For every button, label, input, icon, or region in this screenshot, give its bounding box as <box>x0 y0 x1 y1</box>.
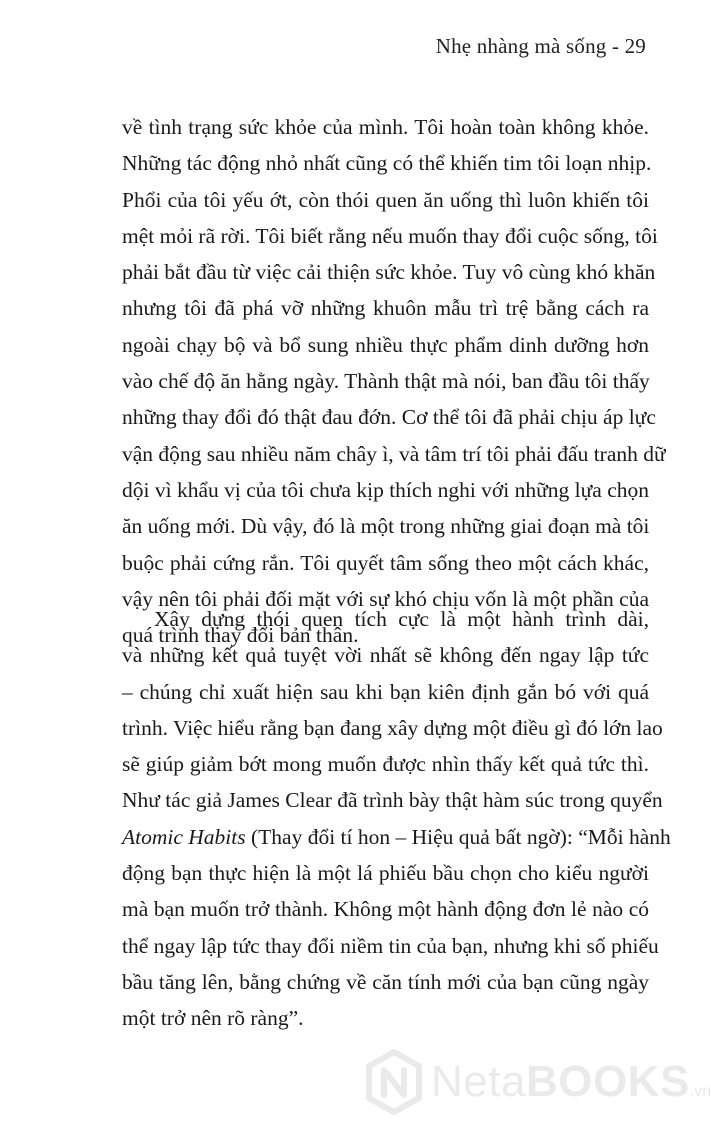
book-title: Atomic Habits <box>122 824 246 849</box>
running-header: Nhẹ nhàng mà sống - 29 <box>435 34 646 58</box>
text-line: dội vì khẩu vị của tôi chưa kịp thích nghi với những lựa chọn <box>122 477 650 502</box>
text-line: và những kết quả tuyệt vời nhất sẽ không đến ngay lập tức <box>122 643 649 668</box>
text-line: những thay đổi đó thật đau đớn. Cơ thể tôi đã phải chịu áp lực <box>122 405 656 430</box>
text-line: mệt mỏi rã rời. Tôi biết rằng nếu muốn thay đổi cuộc sống, tôi <box>122 223 658 248</box>
text-line: bầu tăng lên, bằng chứng về căn tính mới của bạn cũng ngày <box>122 969 649 994</box>
text-line: Xây dựng thói quen tích cực là một hành trình dài, <box>154 607 649 631</box>
paragraph-2 <box>122 601 671 1037</box>
netabooks-logo-icon <box>365 1049 423 1115</box>
text-line: vào chế độ ăn hằng ngày. Thành thật mà nói, ban đầu tôi thấy <box>122 369 650 394</box>
text-line: một trở nên rõ ràng”. <box>122 1006 304 1031</box>
text-line: ngoài chạy bộ và bổ sung nhiều thực phẩm dinh dưỡng hơn <box>122 332 649 357</box>
text-line: vậy nên tôi phải đối mặt với sự khó chịu vốn là một phần của <box>122 586 649 611</box>
watermark-brand <box>431 1057 711 1107</box>
watermark-brand-part2: BOOKS <box>525 1057 690 1106</box>
text-line: mà bạn muốn trở thành. Không một hành động đơn lẻ nào có <box>122 897 649 922</box>
text-line: Như tác giả James Clear đã trình bày thật hàm súc trong quyển <box>122 788 663 813</box>
text-line: động bạn thực hiện là một lá phiếu bầu chọn cho kiểu người <box>122 861 649 886</box>
text-line: về tình trạng sức khỏe của mình. Tôi hoàn toàn không khỏe. <box>122 115 649 139</box>
text-line: thể ngay lập tức thay đổi niềm tin của bạn, nhưng khi số phiếu <box>122 933 659 958</box>
text-line: Phổi của tôi yếu ớt, còn thói quen ăn uống thì luôn khiến tôi <box>122 187 649 212</box>
text-line: quá trình thay đổi bản thân. <box>122 623 359 648</box>
text-line: phải bắt đầu từ việc cải thiện sức khỏe. Tuy vô cùng khó khăn <box>122 260 656 285</box>
paragraph-1 <box>122 109 666 653</box>
watermark-suffix: .vn <box>689 1083 711 1100</box>
text-line: sẽ giúp giảm bớt mong muốn được nhìn thấy kết quả tức thì. <box>122 752 649 777</box>
text-line-with-book-title <box>122 819 671 855</box>
text-line: Những tác động nhỏ nhất cũng có thể khiến tim tôi loạn nhịp. <box>122 151 652 176</box>
text-line: vận động sau nhiều năm chây ì, và tâm trí tôi phải đấu tranh dữ <box>122 441 666 466</box>
text-line: – chúng chỉ xuất hiện sau khi bạn kiên định gắn bó với quá <box>122 679 649 704</box>
text-line: ăn uống mới. Dù vậy, đó là một trong những giai đoạn mà tôi <box>122 514 650 539</box>
netabooks-watermark <box>365 1046 711 1118</box>
text-fragment: (Thay đổi tí hon – Hiệu quả bất ngờ): “Mỗi hành <box>245 824 671 849</box>
watermark-brand-part1: Neta <box>431 1057 526 1106</box>
text-line: buộc phải cứng rắn. Tôi quyết tâm sống theo một cách khác, <box>122 550 649 575</box>
text-line: nhưng tôi đã phá vỡ những khuôn mẫu trì trệ bằng cách ra <box>122 296 649 321</box>
text-line: trình. Việc hiểu rằng bạn đang xây dựng một điều gì đó lớn lao <box>122 715 663 740</box>
